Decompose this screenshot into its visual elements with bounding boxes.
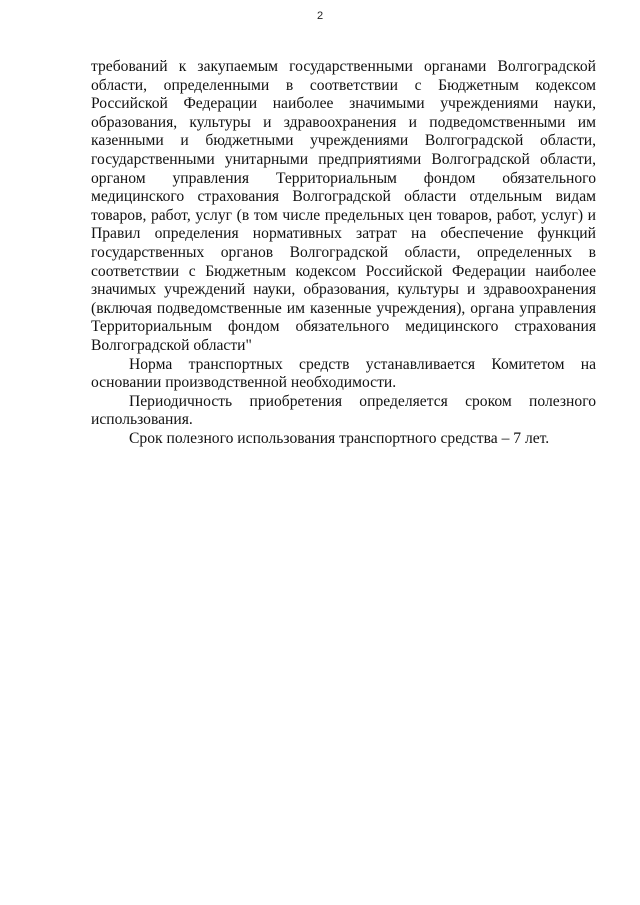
paragraph-purchase-frequency: Периодичность приобретения определяется сроком полезного использования.: [91, 392, 596, 429]
paragraph-vehicle-norm: Норма транспортных средств устанавливается Комитетом на основании производственной необходимости.: [91, 355, 596, 392]
paragraph-continuation: требований к закупаемым государственными органами Волгоградской области, определенными в соответствии с Бюджетным кодексом Российской Федерации наиболее значимыми учреждениями науки, образования, культуры и здравоохранения и подведомственными им казенными и бюджетными учреждениями Волгоградской области, государственными унитарными предприятиями Волгоградской области, органом управления Территориальным фондом обязательного медицинского страхования Волгоградской области отдельным видам товаров, работ, услуг (в том числе предельных цен товаров, работ, услуг) и Правил определения нормативных затрат на обеспечение функций государственных органов Волгоградской области, определенных в соответствии с Бюджетным кодексом Российской Федерации наиболее значимых учреждений науки, образования, культуры и здравоохранения (включая подведомственные им казенные учреждения), органа управления Территориальным фондом обязательного медицинского страхования Волгоградской области": [91, 58, 596, 354]
page-number: 2: [316, 10, 324, 22]
paragraph-useful-life: Срок полезного использования транспортного средства – 7 лет.: [129, 429, 550, 447]
document-body: [91, 58, 596, 448]
